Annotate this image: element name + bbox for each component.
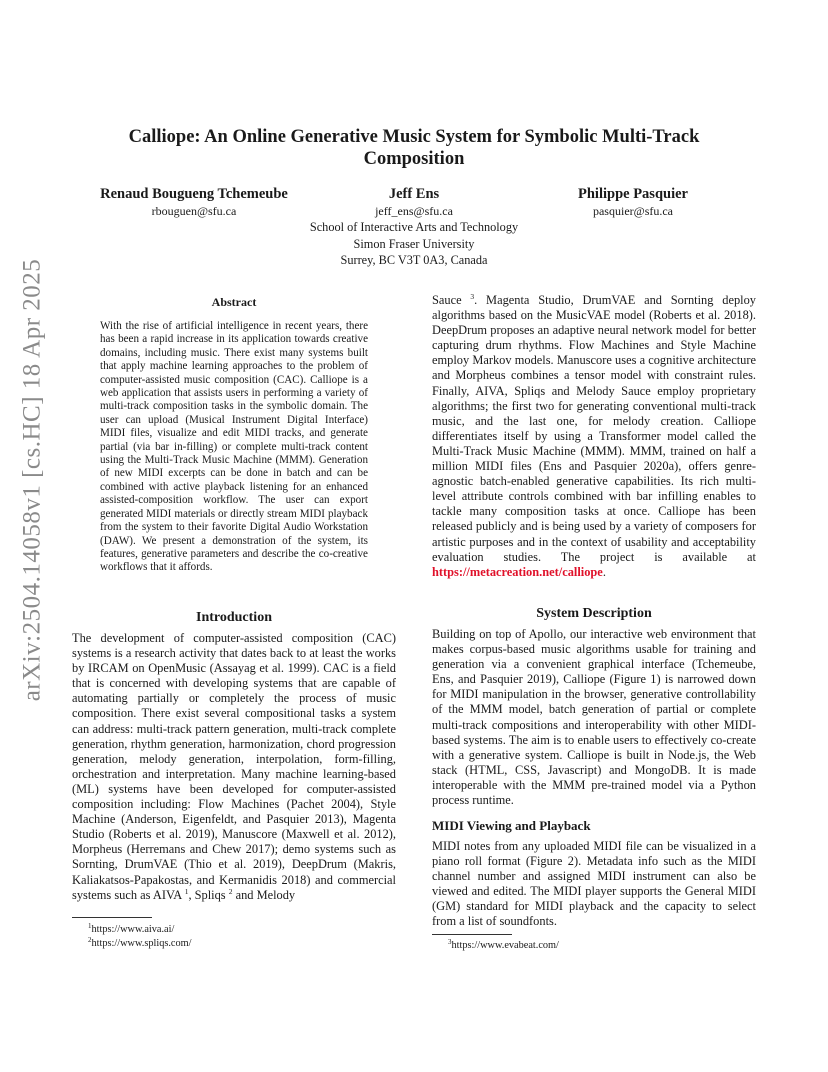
abstract-heading: Abstract: [211, 295, 257, 309]
system-description-text: Building on top of Apollo, our interactive web environment that makes corpus-based music algorithms usable for training and generation via a convenient graphical interface (Tchemeube, Ens, and Pasquier 2019), Calliope (Figure 1) is narrowed down for MIDI manipulation in the browser, generative controllability of the MMM model, batch generation of partial or complete multi-track compositions and interoperability with other MIDI-based systems. The aim is to enable users to effectively co-create with a generative system. Calliope is built in Node.js, the Web stack (HTML, CSS, Javascript) and MongoDB. It is made interoperable with the MMM pre-trained model via a Python process runtime.: [432, 627, 756, 808]
paper-title: Calliope: An Online Generative Music System for Symbolic Multi-Track Composition: [128, 127, 700, 169]
footnote-rule-left: [72, 917, 152, 918]
author-2: Jeff Ens jeff_ens@sfu.ca: [375, 186, 453, 218]
introduction-text: The development of computer-assisted composition (CAC) systems is a research activity that dates back to at least the works by IRCAM on OpenMusic (Assayag et al. 1999). CAC is a field that is concerned with developing systems that are capable of automating partially or completely the process of music composition. There exist several compositional tasks a system can address: multi-track pattern generation, multi-track complete generation, rhythm generation, harmonization, chord progression generation, melody generation, interpolation, form-filling, orchestration and interpretation. Many machine learning-based (ML) systems have been developed for computer-assisted composition including: Flow Machines (Pachet 2004), Style Machine (Anderson, Eigenfeldt, and Pasquier 2013), Magenta Studio (Roberts et al. 2019), Manuscore (Maxwell et al. 2012), Morpheus (Herremans and Chew 2017); demo systems such as Sornting, DrumVAE (Thio et al. 2019), DeepDrum (Makris, Kaliakatsos-Papakostas, and Kermanidis 2018) and commercial systems such as AIVA $^1$, Spliqs $^2$ and Melody: [72, 631, 396, 902]
footnote-2: $^2$https://www.spliqs.com/: [88, 936, 192, 949]
introduction-heading: Introduction: [196, 610, 272, 625]
footnote-rule-right: [432, 934, 512, 935]
midi-viewing-text: MIDI notes from any uploaded MIDI file can be visualized in a piano roll format (Figure 2). Metadata info such as the MIDI channel number and assigned MIDI instrument can also be viewed and edited. The MIDI player supports the General MIDI (GM) standard for MIDI playback and the capacity to select from a list of soundfonts.: [432, 839, 756, 929]
arxiv-stamp: arXiv:2504.14058v1 [cs.HC] 18 Apr 2025: [18, 258, 46, 702]
project-link[interactable]: https://metacreation.net/calliope: [432, 564, 603, 579]
abstract-text: With the rise of artificial intelligence in recent years, there has been a rapid increase in its application towards creative domains, including music. There exist many systems built that apply machine learning approaches to the problem of computer-assisted music composition (CAC). Calliope is a web application that assists users in performing a variety of multi-track composition tasks in the symbolic domain. The user can upload (Musical Instrument Digital Interface) MIDI files, visualize and edit MIDI tracks, and generate partial (via bar in-filling) or complete multi-track content using the Multi-Track Music Machine (MMM). Generation of new MIDI excerpts can be done in batch and can be combined with active playback listening for an enhanced assisted-composition workflow. The user can export generated MIDI materials or directly stream MIDI playback from the system to their favorite Digital Audio Workstation (DAW). We present a demonstration of the system, its features, generative parameters and describe the co-creative workflows that it affords.: [100, 320, 368, 574]
right-column-text: Sauce $^3$. Magenta Studio, DrumVAE and Sornting deploy algorithms based on the MusicVAE model (Roberts et al. 2018). DeepDrum proposes an adaptive neural network model for better capturing drum rhythms. Flow Machines and Style Machine employ Markov models. Manuscore uses a cognitive architecture and Morpheus combines a tensor model with constraint rules. Finally, AIVA, Spliqs and Melody Sauce employ proprietary algorithms; the first two for generating conventional multi-track music, and the last one, for melody creation. Calliope differentiates itself by using a Transformer model called the Multi-Track Music Machine (MMM). MMM, trained on half a million MIDI files (Ens and Pasquier 2020a), offers genre-agnostic batch-enabled generative capabilities. Its rich multi-level attribute controls combined with bar infilling enables to tackle many composition tasks at once. Calliope has been released publicly and is being used by a variety of composers for artistic purposes and in the context of usability and acceptability evaluation studies. The project is available at https://metacreation.net/calliope.: [432, 292, 756, 579]
system-description-heading: System Description: [536, 606, 652, 621]
footnote-3: $^3$https://www.evabeat.com/: [448, 938, 559, 951]
author-3: Philippe Pasquier pasquier@sfu.ca: [578, 186, 688, 218]
affiliation: School of Interactive Arts and Technology Simon Fraser University Surrey, BC V3T 0A3, Canada: [309, 220, 519, 267]
midi-viewing-heading: MIDI Viewing and Playback: [432, 818, 591, 833]
author-1: Renaud Bougueng Tchemeube rbouguen@sfu.ca: [100, 186, 288, 218]
footnote-1: $^1$https://www.aiva.ai/: [88, 922, 175, 935]
